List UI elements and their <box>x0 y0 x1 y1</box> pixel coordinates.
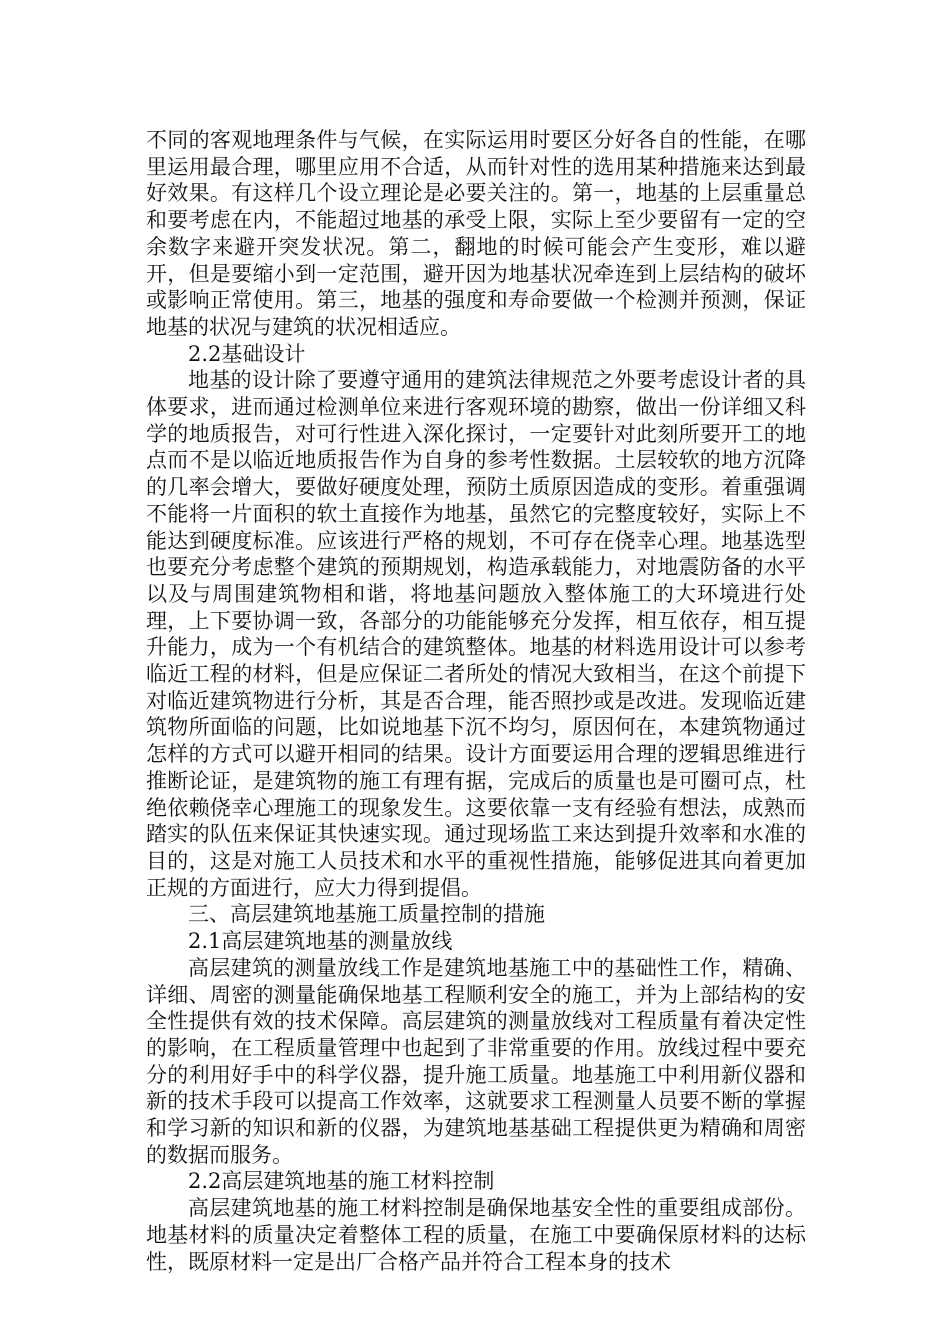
document-page <box>146 127 806 1275</box>
body-paragraph: 高层建筑的测量放线工作是建筑地基施工中的基础性工作，精确、详细、周密的测量能确保地基工程顺利安全的施工，并为上部结构的安全性提供有效的技术保障。高层建筑的测量放线对工程质量有着决定性的影响，在工程质量管理中也起到了非常重要的作用。放线过程中要充分的利用好手中的科学仪器，提升施工质量。地基施工中利用新仪器和新的技术手段可以提高工作效率，这就要求工程测量人员要不断的掌握和学习新的知识和新的仪器，为建筑地基基础工程提供更为精确和周密的数据而服务。 <box>146 955 806 1167</box>
section-heading: 2.2高层建筑地基的施工材料控制 <box>188 1169 495 1194</box>
body-paragraph: 不同的客观地理条件与气候，在实际运用时要区分好各自的性能，在哪里运用最合理，哪里应用不合适，从而针对性的选用某种措施来达到最好效果。有这样几个设立理论是必要关注的。第一，地基的上层重量总和要考虑在内，不能超过地基的承受上限，实际上至少要留有一定的空余数字来避开突发状况。第二，翻地的时候可能会产生变形，难以避开，但是要缩小到一定范围，避开因为地基状况牵连到上层结构的破坏或影响正常使用。第三，地基的强度和寿命要做一个检测并预测，保证地基的状况与建筑的状况相适应。 <box>146 128 806 339</box>
section-heading: 2.2基础设计 <box>188 341 306 366</box>
chapter-heading: 三、高层建筑地基施工质量控制的措施 <box>188 902 545 927</box>
section-heading: 2.1高层建筑地基的测量放线 <box>188 929 453 954</box>
body-paragraph: 地基的设计除了要遵守通用的建筑法律规范之外要考虑设计者的具体要求，进而通过检测单位来进行客观环境的勘察，做出一份详细又科学的地质报告，对可行性进入深化探讨，一定要针对此刻所要开工的地点而不是以临近地质报告作为自身的参考性数据。土层较软的地方沉降的几率会增大，要做好硬度处理，预防土质原因造成的变形。着重强调不能将一片面积的软土直接作为地基，虽然它的完整度较好，实际上不能达到硬度标准。应该进行严格的规划，不可存在侥幸心理。地基选型也要充分考虑整个建筑的预期规划，构造承载能力，对地震防备的水平以及与周围建筑物相和谐，将地基问题放入整体施工的大环境进行处理，上下要协调一致，各部分的功能能够充分发挥，相互依存，相互提升能力，成为一个有机结合的建筑整体。地基的材料选用设计可以参考临近工程的材料，但是应保证二者所处的情况大致相当，在这个前提下对临近建筑物进行分析，其是否合理，能否照抄或是改进。发现临近建筑物所面临的问题，比如说地基下沉不均匀，原因何在，本建筑物通过怎样的方式可以避开相同的结果。设计方面要运用合理的逻辑思维进行推断论证，是建筑物的施工有理有据，完成后的质量也是可圈可点，杜绝依赖侥幸心理施工的现象发生。这要依靠一支有经验有想法，成熟而踏实的队伍来保证其快速实现。通过现场监工来达到提升效率和水准的目的，这是对施工人员技术和水平的重视性措施，能够促进其向着更加正规的方面进行，应大力得到提倡。 <box>146 368 806 900</box>
body-paragraph: 高层建筑地基的施工材料控制是确保地基安全性的重要组成部份。地基材料的质量决定着整体工程的质量，在施工中要确保原材料的达标性，既原材料一定是出厂合格产品并符合工程本身的技术 <box>146 1196 806 1274</box>
